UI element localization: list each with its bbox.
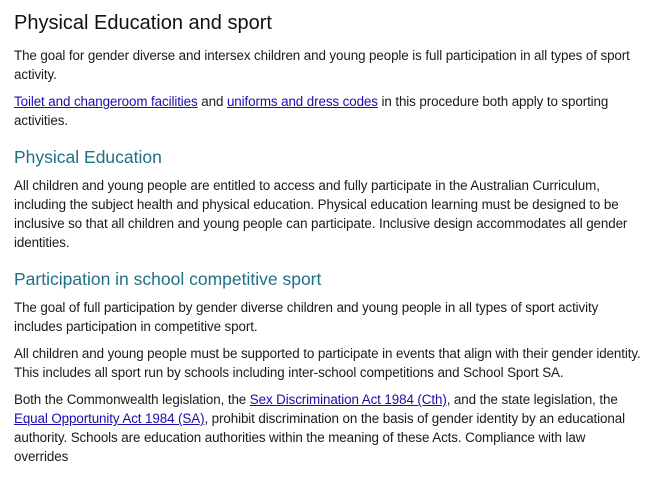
uniforms-dress-codes-link[interactable]: uniforms and dress codes <box>226 94 378 109</box>
equal-opportunity-act-link[interactable]: Equal Opportunity Act 1984 (SA) <box>14 411 205 426</box>
competitive-sport-paragraph-identity: All children and young people must be supported to participate in events that align with their gender identity. This includes all sport run by schools including inter-school competitions and School Sport SA. <box>14 346 641 380</box>
toilet-changeroom-link[interactable]: Toilet and changeroom facilities <box>14 94 198 109</box>
intro-paragraph-goal: The goal for gender diverse and intersex children and young people is full participation in all types of sport activity. <box>14 48 630 82</box>
competitive-sport-paragraph-legislation <box>14 390 642 466</box>
competitive-sport-section <box>14 268 642 466</box>
competitive-sport-paragraph-goal: The goal of full participation by gender diverse children and young people in all types of sport activity includes participation in competitive sport. <box>14 300 599 334</box>
page-title: Physical Education and sport <box>14 12 272 34</box>
intro-connector-text: and <box>197 94 227 109</box>
legislation-text-2: , and the state legislation, the <box>446 392 618 407</box>
competitive-sport-heading: Participation in school competitive sport <box>14 269 322 289</box>
physical-education-section <box>14 146 642 252</box>
intro-paragraph-related-links <box>14 92 642 130</box>
physical-education-paragraph: All children and young people are entitled to access and fully participate in the Australian Curriculum, including the subject health and physical education. Physical education learning must be designed to be inclusive so that all children and young people can participate. Inclusive design accommodates all gender identities. <box>14 178 628 250</box>
intro-trailing-text: in this procedure both apply to sporting activities. <box>14 94 609 128</box>
sex-discrimination-act-link[interactable]: Sex Discrimination Act 1984 (Cth) <box>249 392 447 407</box>
legislation-text-3: , prohibit discrimination on the basis of gender identity by an educational authority. Schools are education authorities within the meaning of these Acts. Compliance with law overrides <box>14 411 625 464</box>
legislation-text-1: Both the Commonwealth legislation, the <box>14 392 250 407</box>
physical-education-heading: Physical Education <box>14 147 162 167</box>
